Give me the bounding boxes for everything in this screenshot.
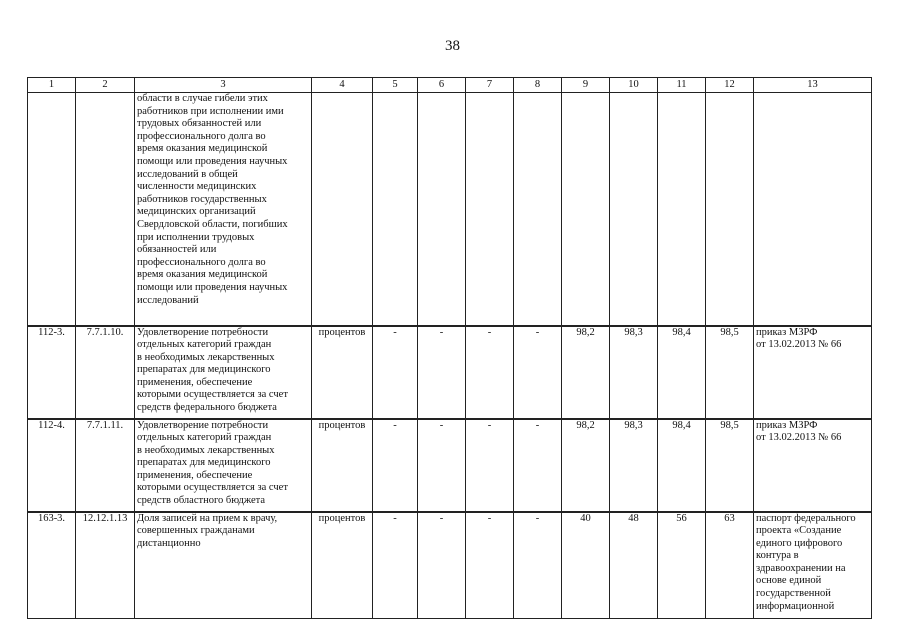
value-col-9: 98,2 — [562, 326, 610, 419]
column-header: 4 — [312, 78, 373, 93]
value-col-12: 98,5 — [706, 419, 754, 512]
value-col-9 — [562, 93, 610, 326]
value-col-8 — [514, 93, 562, 326]
indicator-code — [76, 93, 135, 326]
row-number: 163-3. — [28, 512, 76, 619]
source-document: приказ МЗРФ от 13.02.2013 № 66 — [754, 326, 872, 419]
indicator-code: 7.7.1.10. — [76, 326, 135, 419]
value-col-7: - — [466, 419, 514, 512]
value-col-12: 98,5 — [706, 326, 754, 419]
indicator-description: области в случае гибели этих работников при исполнении ими трудовых обязанностей или профессионального долга во время оказания медицинской помощи или проведения научных исследований в общей численности медицинских работников государственных медицинских организаций Свердловской области, погибших при исполнении трудовых обязанностей или профессионального долга во время оказания медицинской помощи или проведения научных исследований — [135, 93, 312, 326]
row-number — [28, 93, 76, 326]
page-number: 38 — [445, 38, 460, 54]
value-col-12: 63 — [706, 512, 754, 619]
value-col-5: - — [373, 326, 418, 419]
unit-of-measure: процентов — [312, 512, 373, 619]
table-row — [28, 512, 872, 619]
column-header: 7 — [466, 78, 514, 93]
value-col-7 — [466, 93, 514, 326]
indicator-description: Доля записей на прием к врачу, совершенных гражданами дистанционно — [135, 512, 312, 619]
indicator-description: Удовлетворение потребности отдельных категорий граждан в необходимых лекарственных препаратах для медицинского применения, обеспечение которыми осуществляется за счет средств областного бюджета — [135, 419, 312, 512]
source-document — [754, 93, 872, 326]
table-row — [28, 93, 872, 326]
source-document: приказ МЗРФ от 13.02.2013 № 66 — [754, 419, 872, 512]
value-col-8: - — [514, 512, 562, 619]
column-header: 10 — [610, 78, 658, 93]
row-number: 112-3. — [28, 326, 76, 419]
indicator-description: Удовлетворение потребности отдельных категорий граждан в необходимых лекарственных препаратах для медицинского применения, обеспечение которыми осуществляется за счет средств федерального бюджета — [135, 326, 312, 419]
table-row — [28, 326, 872, 419]
column-header: 1 — [28, 78, 76, 93]
column-header: 5 — [373, 78, 418, 93]
value-col-10 — [610, 93, 658, 326]
column-header: 6 — [418, 78, 466, 93]
value-col-6 — [418, 93, 466, 326]
unit-of-measure: процентов — [312, 326, 373, 419]
unit-of-measure — [312, 93, 373, 326]
value-col-9: 40 — [562, 512, 610, 619]
value-col-12 — [706, 93, 754, 326]
value-col-11: 98,4 — [658, 419, 706, 512]
value-col-11: 56 — [658, 512, 706, 619]
source-document: паспорт федерального проекта «Создание единого цифрового контура в здравоохранении на основе единой государственной информационной — [754, 512, 872, 619]
value-col-10: 98,3 — [610, 326, 658, 419]
value-col-10: 98,3 — [610, 419, 658, 512]
value-col-5: - — [373, 512, 418, 619]
value-col-10: 48 — [610, 512, 658, 619]
column-header: 13 — [754, 78, 872, 93]
value-col-11 — [658, 93, 706, 326]
column-header: 12 — [706, 78, 754, 93]
column-number-row — [28, 78, 872, 93]
indicator-code: 7.7.1.11. — [76, 419, 135, 512]
indicators-table — [27, 77, 872, 619]
value-col-6: - — [418, 512, 466, 619]
table-row — [28, 419, 872, 512]
value-col-9: 98,2 — [562, 419, 610, 512]
value-col-7: - — [466, 326, 514, 419]
row-number: 112-4. — [28, 419, 76, 512]
column-header: 11 — [658, 78, 706, 93]
value-col-6: - — [418, 419, 466, 512]
value-col-8: - — [514, 326, 562, 419]
value-col-7: - — [466, 512, 514, 619]
value-col-11: 98,4 — [658, 326, 706, 419]
column-header: 2 — [76, 78, 135, 93]
value-col-5: - — [373, 419, 418, 512]
value-col-5 — [373, 93, 418, 326]
value-col-6: - — [418, 326, 466, 419]
value-col-8: - — [514, 419, 562, 512]
unit-of-measure: процентов — [312, 419, 373, 512]
column-header: 9 — [562, 78, 610, 93]
indicator-code: 12.12.1.13 — [76, 512, 135, 619]
column-header: 3 — [135, 78, 312, 93]
column-header: 8 — [514, 78, 562, 93]
